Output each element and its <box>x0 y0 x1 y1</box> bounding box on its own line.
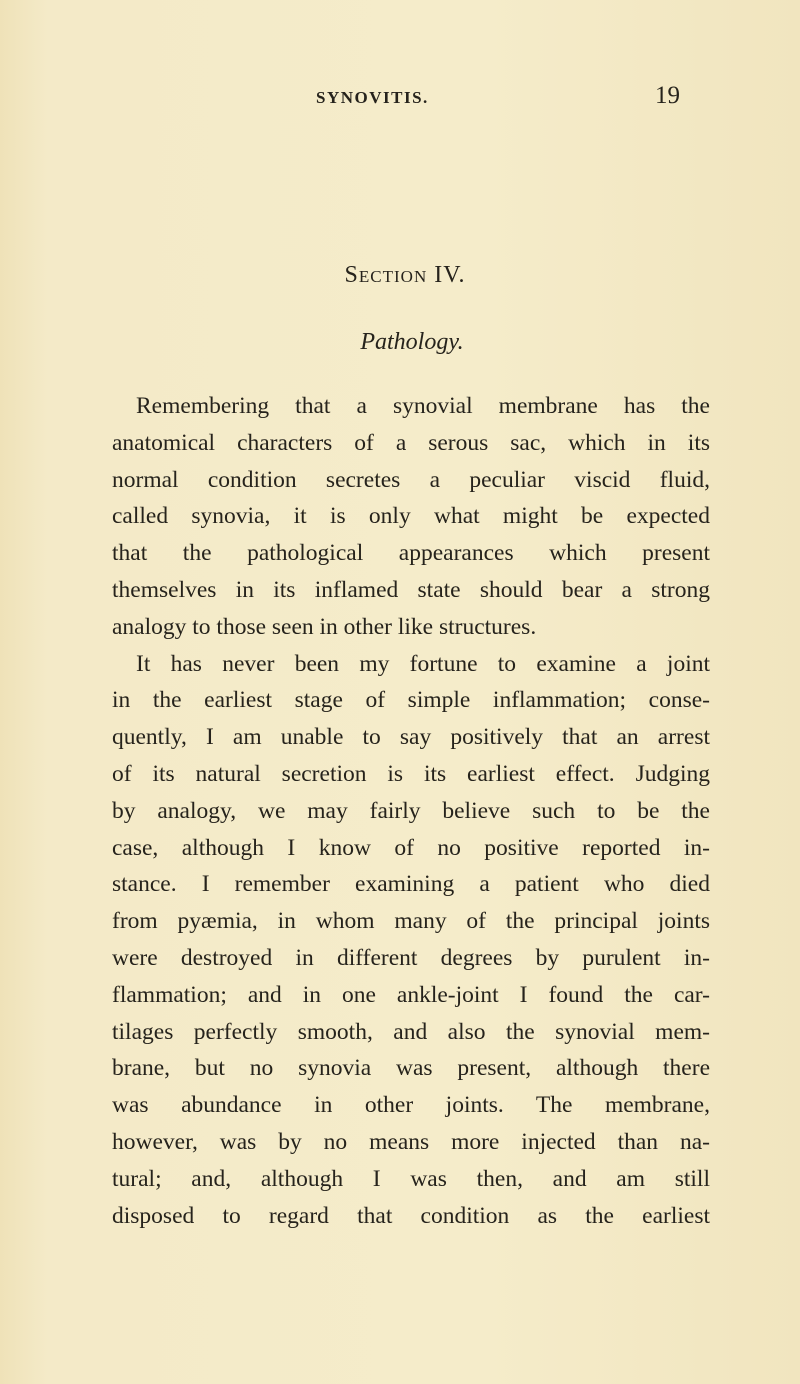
page-number: 19 <box>655 82 680 109</box>
text-line: that the pathological appearances which present <box>112 540 710 567</box>
text-line: in the earliest stage of simple inflammation; conse- <box>112 687 710 714</box>
text-line: analogy to those seen in other like structures. <box>112 613 537 640</box>
text-line: normal condition secretes a peculiar viscid fluid, <box>112 466 710 493</box>
text-line: case, although I know of no positive reported in- <box>112 834 710 861</box>
text-line: tural; and, although I was then, and am still <box>112 1165 710 1192</box>
text-line: Remembering that a synovial membrane has the <box>136 393 710 419</box>
section-subheading: Pathology. <box>360 329 464 355</box>
text-line: however, was by no means more injected than na- <box>112 1128 710 1155</box>
running-head <box>0 82 800 112</box>
section-heading: Section IV. <box>344 262 466 288</box>
text-line: disposed to regard that condition as the earliest <box>112 1202 710 1229</box>
text-line: by analogy, we may fairly believe such to be the <box>112 797 710 824</box>
text-line: of its natural secretion is its earliest effect. Judging <box>112 760 710 787</box>
running-title: SYNOVITIS. <box>316 88 429 107</box>
text-line: called synovia, it is only what might be expected <box>112 503 710 530</box>
text-line: It has never been my fortune to examine a joint <box>136 650 710 677</box>
text-line: brane, but no synovia was present, although there <box>112 1055 710 1082</box>
text-line: flammation; and in one ankle-joint I found the car- <box>112 981 710 1008</box>
text-line: stance. I remember examining a patient who died <box>112 871 710 898</box>
body-text <box>112 388 710 1234</box>
text-line: themselves in its inflamed state should bear a strong <box>112 576 710 603</box>
text-line: was abundance in other joints. The membrane, <box>112 1092 710 1119</box>
text-line: were destroyed in different degrees by purulent in- <box>112 944 710 971</box>
text-line: quently, I am unable to say positively that an arrest <box>112 724 710 751</box>
text-line: from pyæmia, in whom many of the principal joints <box>112 908 710 935</box>
text-line: tilages perfectly smooth, and also the synovial mem- <box>112 1018 710 1045</box>
text-line: anatomical characters of a serous sac, which in its <box>112 429 710 456</box>
